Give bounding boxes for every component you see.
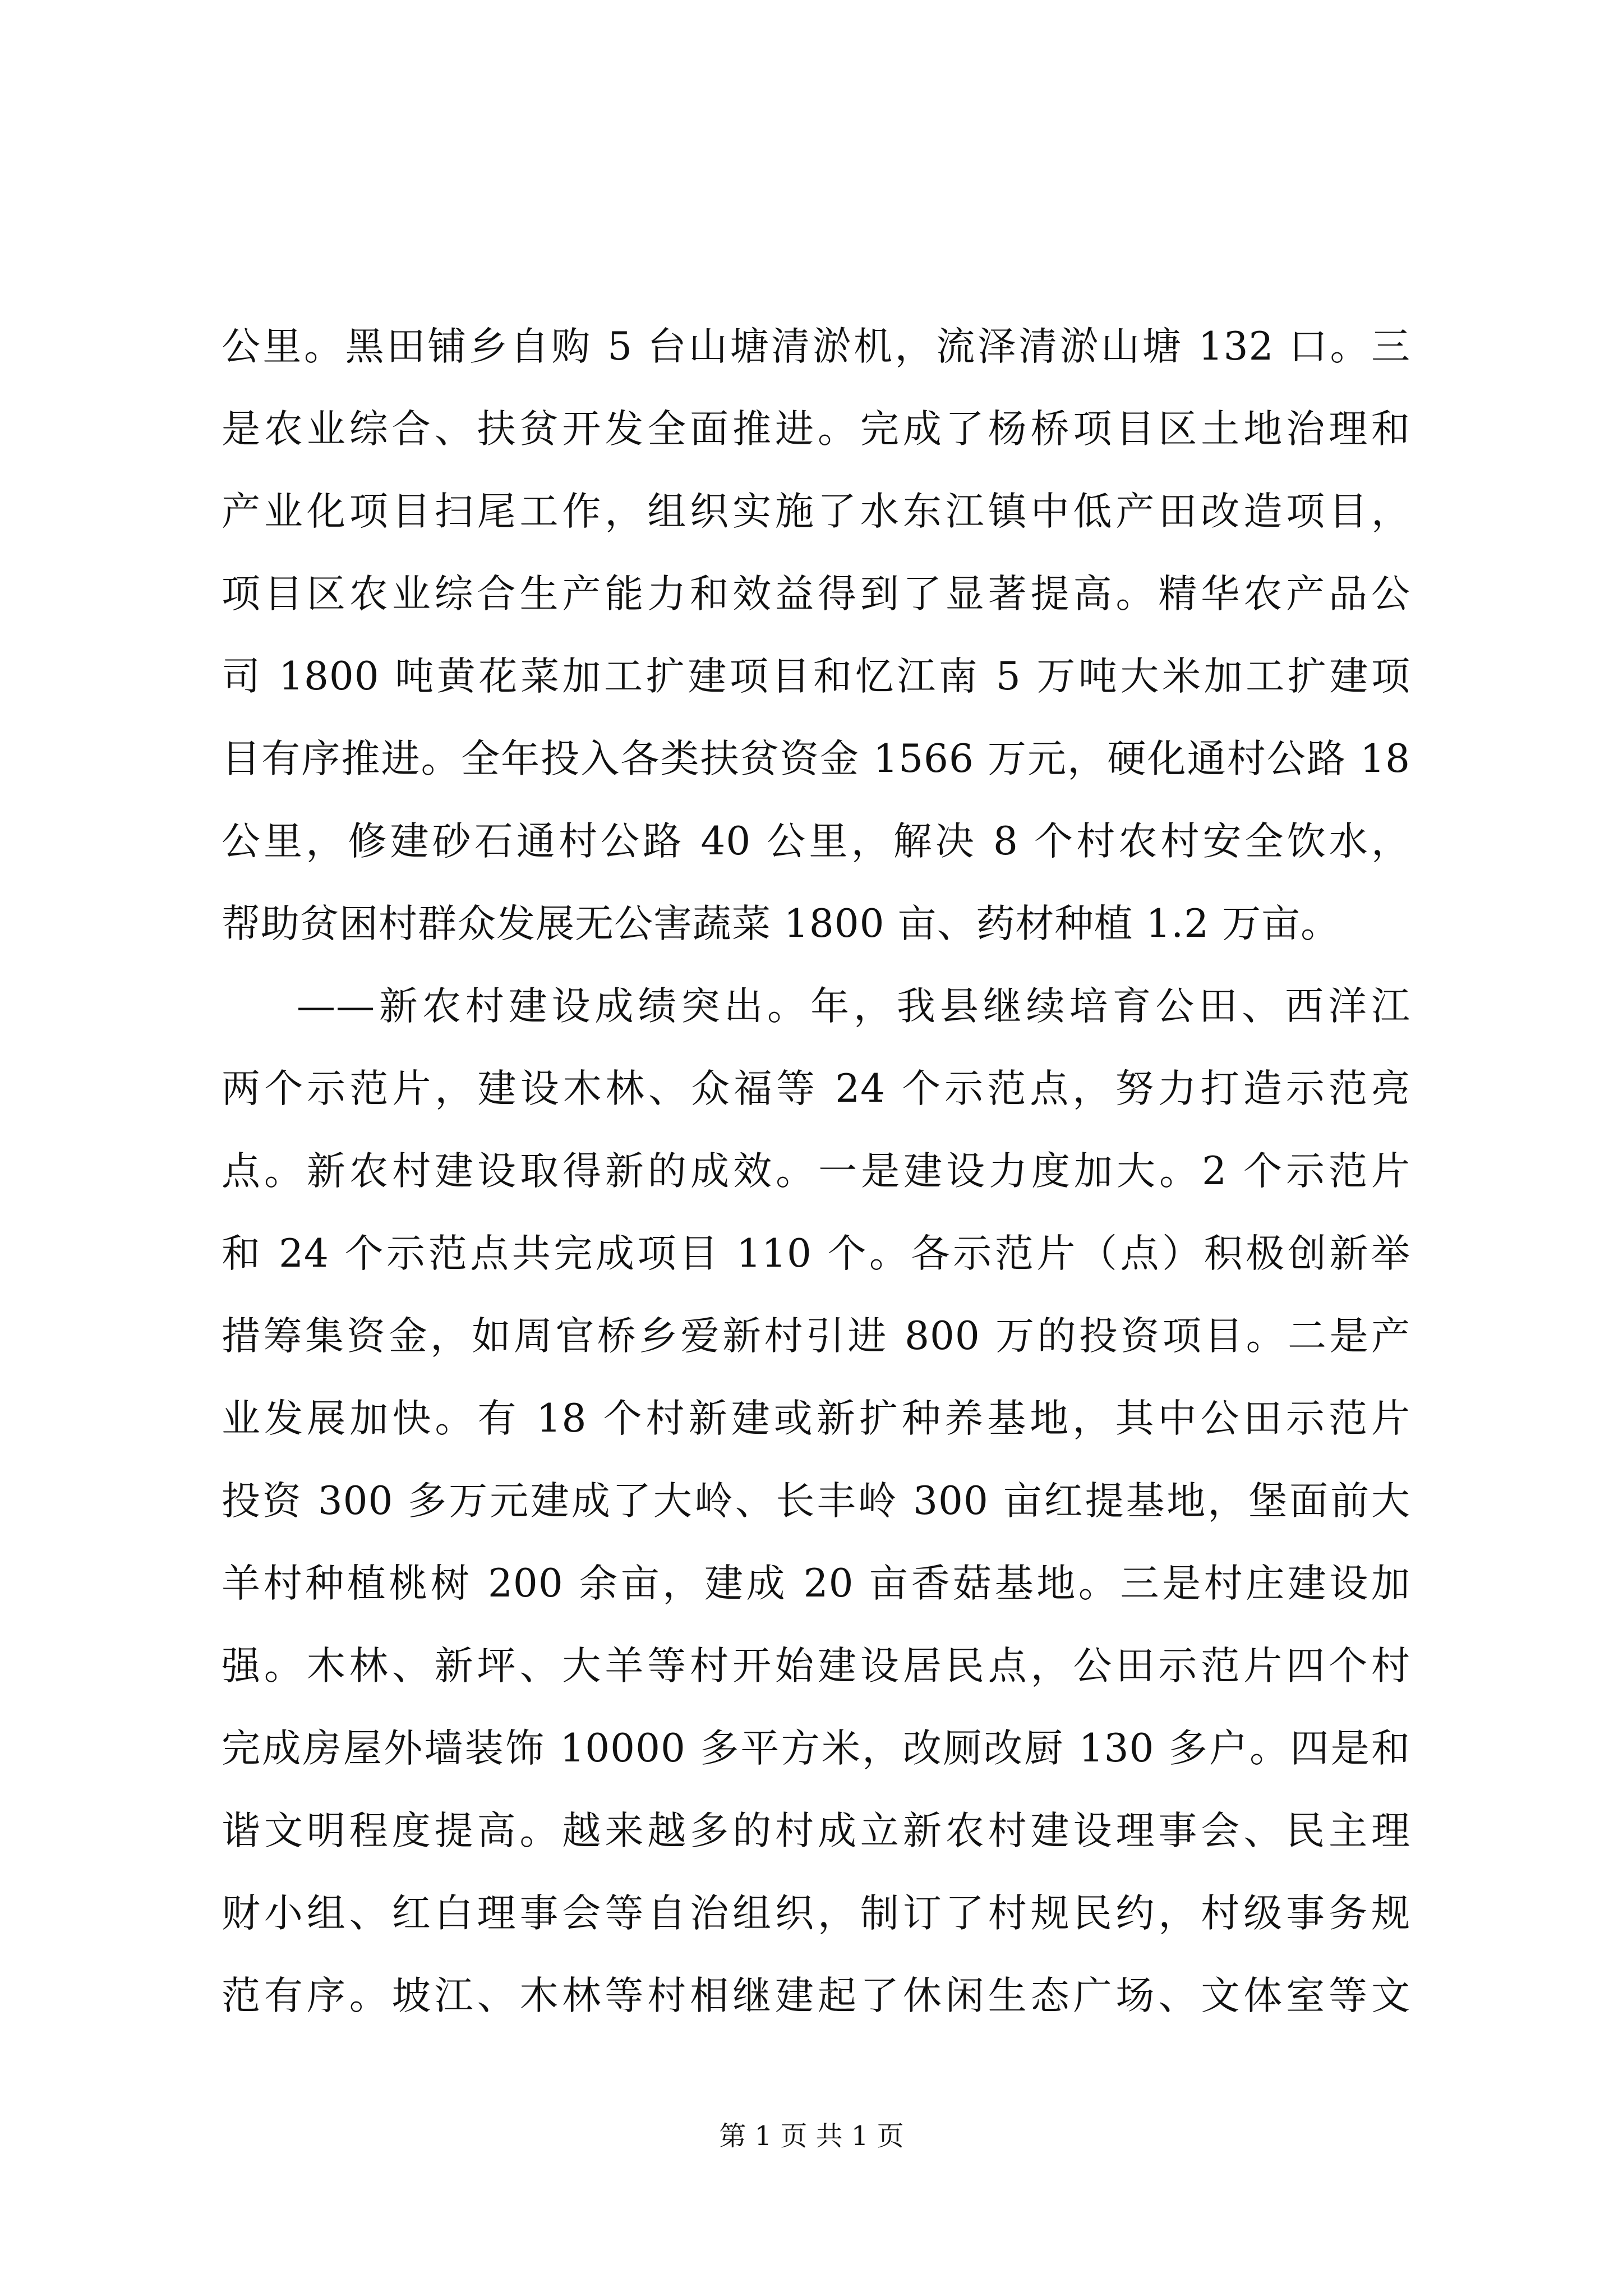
- page-number-label: 第 1 页 共 1 页: [719, 2120, 904, 2152]
- text-line: 目有序推进。全年投入各类扶贫资金 1566 万元，硬化通村公路 18: [222, 737, 1410, 781]
- document-body: [222, 306, 1410, 2037]
- text-line: 财小组、红白理事会等自治组织，制订了村规民约，村级事务规: [222, 1891, 1410, 1936]
- text-line: 和 24 个示范点共完成项目 110 个。各示范片（点）积极创新举: [222, 1231, 1410, 1276]
- text-line: 是农业综合、扶贫开发全面推进。完成了杨桥项目区土地治理和: [222, 407, 1410, 452]
- text-line: 措筹集资金，如周官桥乡爱新村引进 800 万的投资项目。二是产: [222, 1314, 1410, 1359]
- text-line: 业发展加快。有 18 个村新建或新扩种养基地，其中公田示范片: [222, 1396, 1410, 1441]
- page-footer: [0, 2119, 1623, 2153]
- text-line: 公里，修建砂石通村公路 40 公里，解决 8 个村农村安全饮水，: [222, 819, 1410, 864]
- text-line: 项目区农业综合生产能力和效益得到了显著提高。精华农产品公: [222, 572, 1410, 616]
- text-line: 点。新农村建设取得新的成效。一是建设力度加大。2 个示范片: [222, 1149, 1410, 1194]
- text-line: 公里。黑田铺乡自购 5 台山塘清淤机，流泽清淤山塘 132 口。三: [222, 324, 1410, 369]
- text-line: 范有序。坡江、木林等村相继建起了休闲生态广场、文体室等文: [222, 1973, 1410, 2018]
- text-line: 两个示范片，建设木林、众福等 24 个示范点，努力打造示范亮: [222, 1066, 1410, 1111]
- text-line: 帮助贫困村群众发展无公害蔬菜 1800 亩、药材种植 1.2 万亩。: [222, 901, 1340, 946]
- paragraph-1: [222, 306, 1410, 965]
- text-line: 完成房屋外墙装饰 10000 多平方米，改厕改厨 130 多户。四是和: [222, 1726, 1410, 1771]
- text-line: 谐文明程度提高。越来越多的村成立新农村建设理事会、民主理: [222, 1809, 1410, 1853]
- text-line: 强。木林、新坪、大羊等村开始建设居民点，公田示范片四个村: [222, 1644, 1410, 1688]
- paragraph-2: [222, 965, 1410, 2037]
- text-line: 投资 300 多万元建成了大岭、长丰岭 300 亩红提基地，堡面前大: [222, 1479, 1410, 1524]
- text-line: ——新农村建设成绩突出。年，我县继续培育公田、西洋江: [297, 984, 1410, 1029]
- text-line: 司 1800 吨黄花菜加工扩建项目和忆江南 5 万吨大米加工扩建项: [222, 654, 1410, 699]
- text-line: 羊村种植桃树 200 余亩，建成 20 亩香菇基地。三是村庄建设加: [222, 1561, 1410, 1606]
- text-line: 产业化项目扫尾工作，组织实施了水东江镇中低产田改造项目，: [222, 489, 1410, 534]
